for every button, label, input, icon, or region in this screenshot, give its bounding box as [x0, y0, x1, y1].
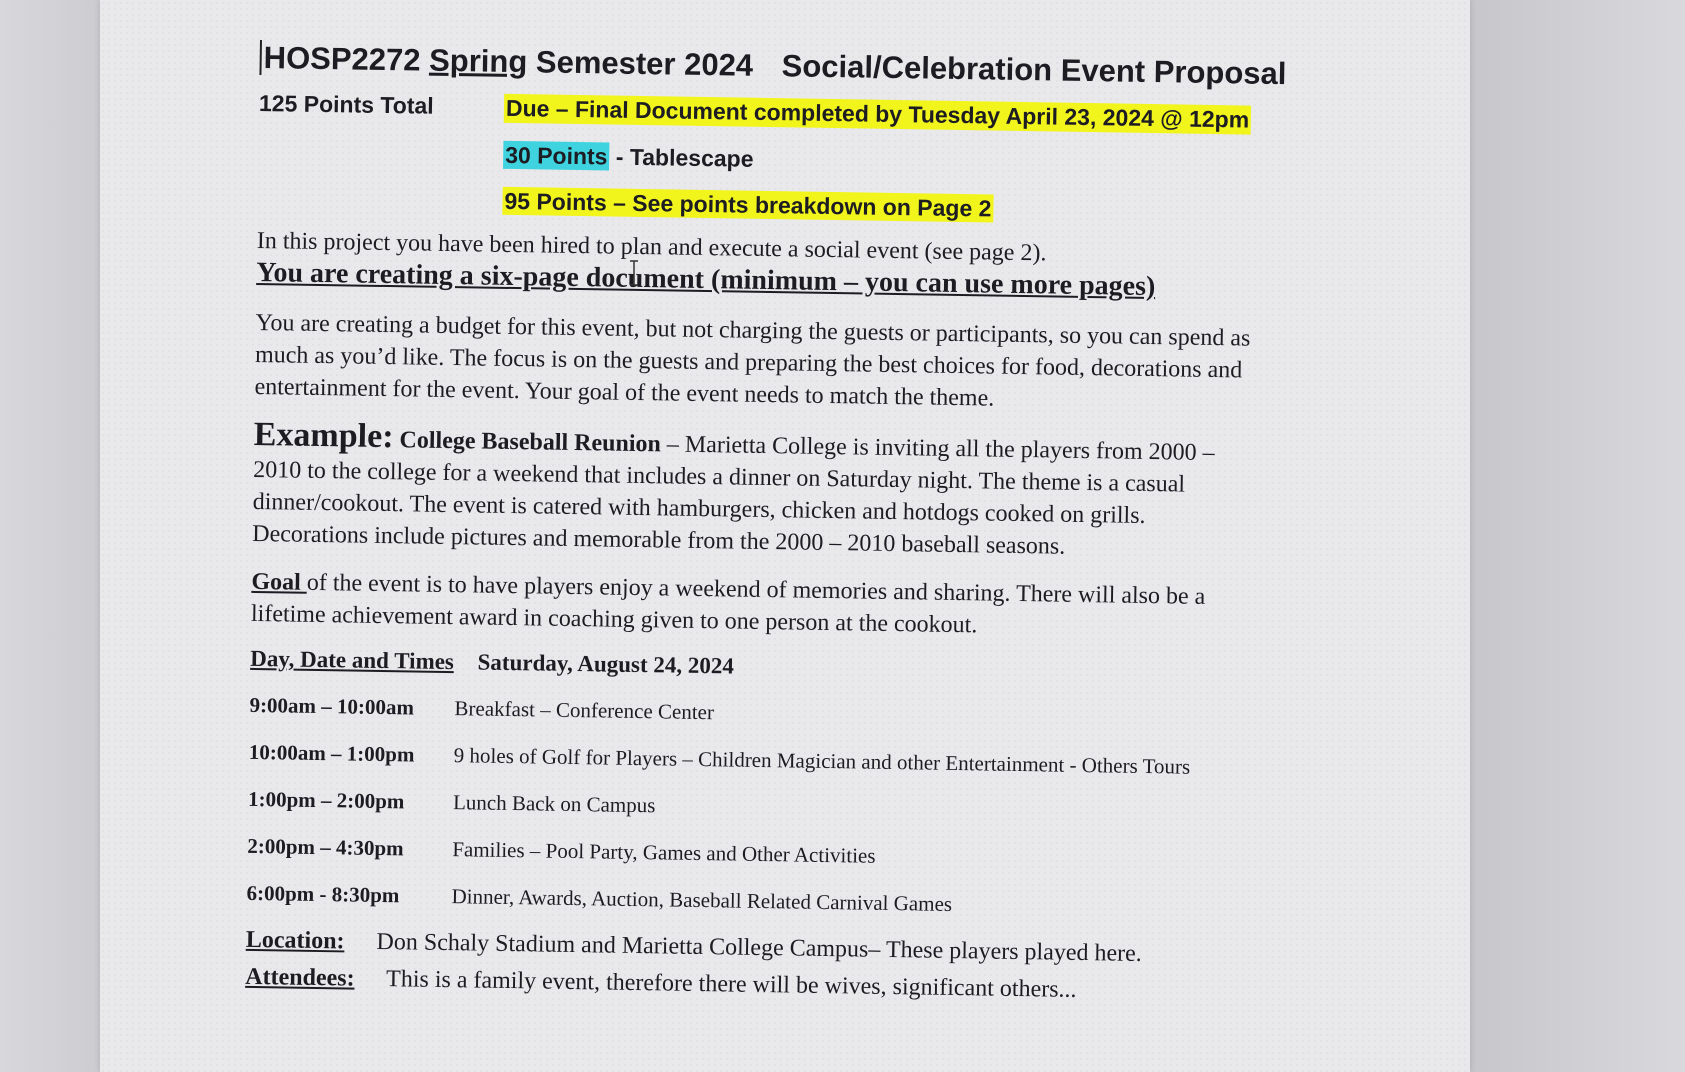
- semester-word: Spring: [428, 42, 528, 80]
- attendees-label: Attendees:: [245, 963, 355, 992]
- course-code: HOSP2272: [259, 40, 420, 78]
- attendees-text: This is a family event, therefore there will be wives, significant others...: [385, 966, 1077, 1003]
- breakdown-points: 95 Points – See points breakdown on Page 2: [502, 187, 993, 223]
- day-label: Day, Date and Times: [250, 645, 455, 675]
- location-label: Location:: [245, 926, 345, 955]
- tablescape-label: - Tablescape: [609, 143, 754, 172]
- example-paragraph: [252, 415, 1264, 566]
- semester-rest: Semester 2024: [535, 44, 754, 83]
- schedule-activity: Breakfast – Conference Center: [454, 696, 715, 725]
- text-cursor-icon: [628, 260, 640, 286]
- location-text: Don Schaly Stadium and Marietta College Campus– These players played here.: [376, 928, 1143, 967]
- tablescape-points: 30 Points: [503, 141, 610, 171]
- budget-paragraph: You are creating a budget for this event, but not charging the guests or participants, so you can spend as much as you’d like. The focus is on the guests and preparing the best choices for food, decorations and entertainment for the event. Your goal of the event needs to match the theme.: [254, 309, 1251, 412]
- schedule-time: 1:00pm – 2:00pm: [247, 786, 405, 814]
- document-content: [245, 40, 1420, 1009]
- day-date-row: [250, 646, 1410, 690]
- schedule-activity: Dinner, Awards, Auction, Baseball Related Carnival Games: [451, 884, 953, 916]
- right-background: [1470, 0, 1685, 1072]
- due-date: Due – Final Document completed by Tuesday April 23, 2024 @ 12pm: [504, 94, 1252, 135]
- six-page-heading: You are creating a six-page document (minimum – you can use more pages): [256, 256, 1156, 303]
- event-title: Social/Celebration Event Proposal: [781, 48, 1287, 92]
- example-text: – Marietta College is inviting all the players from 2000 – 2010 to the college for a weekend that includes a dinner on Saturday night. The theme is a casual dinner/cookout. The event is catered with hamburgers, chicken and hotdogs cooked on grills. Decorations include pictures and memorable from the 2000 – 2010 baseball seasons.: [252, 431, 1215, 560]
- example-label: Example:: [253, 415, 394, 456]
- schedule-time: 9:00am – 10:00am: [249, 692, 415, 720]
- document-title: [259, 40, 1419, 94]
- points-total: 125 Points Total: [258, 89, 434, 119]
- schedule-activity: Families – Pool Party, Games and Other Activities: [452, 837, 876, 868]
- day-date: Saturday, August 24, 2024: [477, 649, 735, 679]
- schedule-time: 10:00am – 1:00pm: [248, 739, 415, 767]
- schedule-time: 6:00pm - 8:30pm: [246, 880, 400, 908]
- location-row: [246, 927, 1406, 972]
- example-title: College Baseball Reunion: [399, 427, 662, 458]
- schedule-time: 2:00pm – 4:30pm: [247, 833, 404, 861]
- left-background: [0, 0, 100, 1072]
- document-page: [100, 0, 1470, 1072]
- goal-label: Goal: [251, 568, 308, 596]
- attendees-row: [245, 964, 1405, 1009]
- schedule-activity: Lunch Back on Campus: [452, 790, 656, 818]
- schedule-activity: 9 holes of Golf for Players – Children Magician and other Entertainment - Others Tours: [453, 743, 1191, 779]
- intro-text: In this project you have been hired to plan and execute a social event (see page 2).: [256, 227, 1047, 267]
- schedule-list: [246, 682, 1410, 935]
- goal-text: of the event is to have players enjoy a weekend of memories and sharing. There will also be a lifetime achievement award in coaching given to one person at the cookout.: [250, 569, 1206, 639]
- goal-paragraph: [251, 566, 1262, 646]
